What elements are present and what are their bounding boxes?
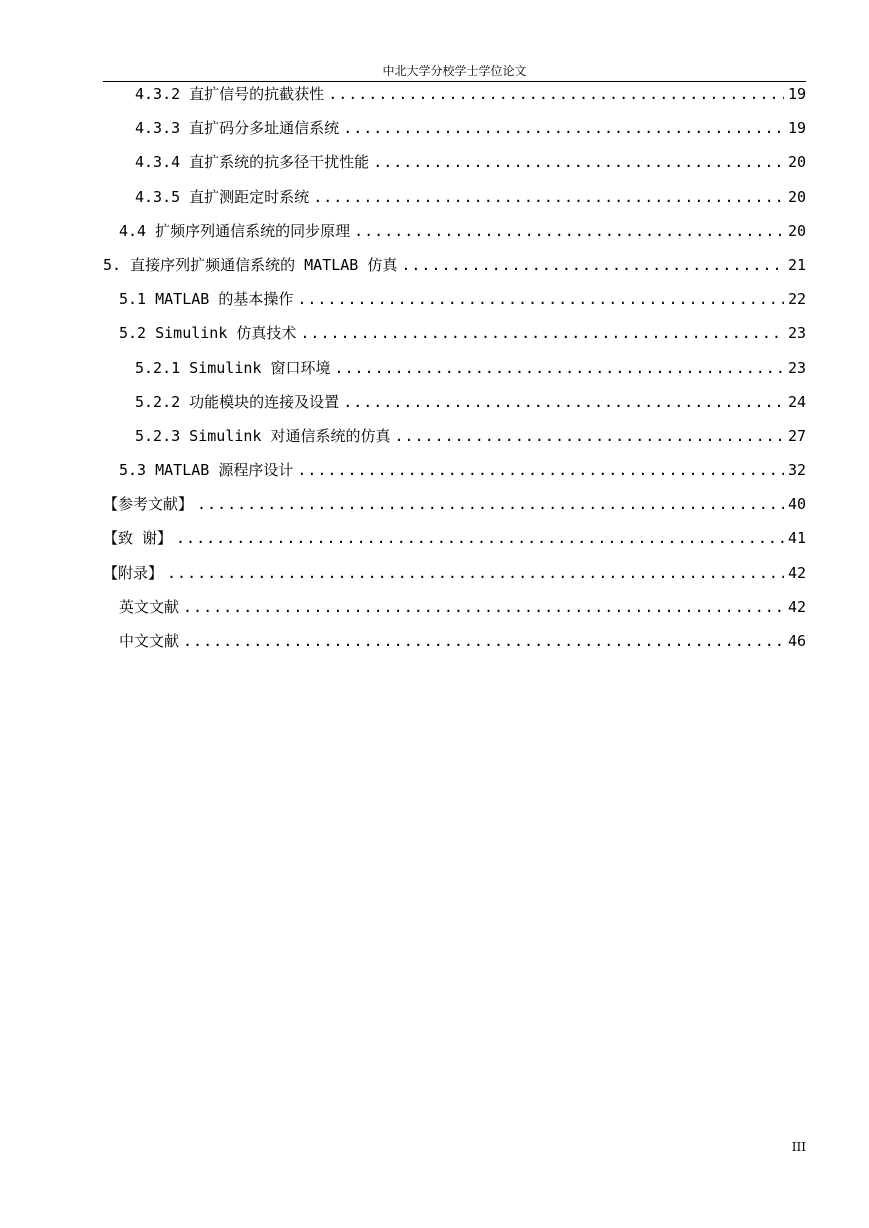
- toc-leader-dots: [176, 528, 784, 548]
- toc-leader-dots: [300, 323, 784, 343]
- toc-leader-dots: [394, 426, 783, 446]
- toc-entry-page: 27: [787, 426, 806, 445]
- toc-leader-dots: [373, 152, 784, 172]
- toc-entry[interactable]: [103, 255, 806, 289]
- toc-leader-dots: [297, 460, 784, 480]
- toc-entry-page: 41: [787, 529, 806, 548]
- table-of-contents: [103, 84, 806, 665]
- toc-leader-dots: [401, 255, 784, 275]
- toc-entry-title: 5.2.3 Simulink 对通信系统的仿真: [135, 426, 391, 445]
- page-number: III: [791, 1140, 806, 1154]
- toc-entry[interactable]: [103, 494, 806, 528]
- toc-entry-title: 4.3.4 直扩系统的抗多径干扰性能: [135, 153, 370, 172]
- toc-entry-page: 42: [787, 563, 806, 582]
- toc-entry-page: 40: [787, 495, 806, 514]
- toc-entry-title: 【致 谢】: [103, 529, 173, 548]
- toc-entry-page: 22: [787, 290, 806, 309]
- toc-entry[interactable]: [103, 289, 806, 323]
- toc-entry[interactable]: [103, 358, 806, 392]
- toc-leader-dots: [343, 118, 784, 138]
- toc-entry[interactable]: [103, 563, 806, 597]
- toc-entry-title: 英文文献: [119, 597, 180, 616]
- toc-entry[interactable]: [103, 187, 806, 221]
- toc-entry-title: 4.3.5 直扩测距定时系统: [135, 187, 310, 206]
- toc-entry-title: 4.4 扩频序列通信系统的同步原理: [119, 221, 351, 240]
- toc-entry[interactable]: [103, 221, 806, 255]
- toc-leader-dots: [183, 597, 784, 617]
- running-header: 中北大学分校学士学位论文: [382, 64, 527, 78]
- toc-entry-page: 32: [787, 461, 806, 480]
- toc-entry-title: 5.2 Simulink 仿真技术: [119, 324, 297, 343]
- toc-entry-page: 19: [787, 119, 806, 138]
- toc-entry-page: 19: [787, 85, 806, 103]
- toc-entry[interactable]: [103, 631, 806, 665]
- toc-entry-page: 23: [787, 324, 806, 343]
- toc-leader-dots: [313, 187, 784, 207]
- toc-entry-page: 20: [787, 187, 806, 206]
- toc-entry-title: 【附录】: [103, 563, 164, 582]
- toc-entry-page: 23: [787, 358, 806, 377]
- toc-entry[interactable]: [103, 460, 806, 494]
- toc-entry-page: 20: [787, 153, 806, 172]
- toc-entry-page: 21: [787, 255, 806, 274]
- toc-entry-title: 5.2.1 Simulink 窗口环境: [135, 358, 331, 377]
- toc-entry[interactable]: [103, 84, 806, 118]
- toc-entry-title: 5.2.2 功能模块的连接及设置: [135, 392, 340, 411]
- toc-entry[interactable]: [103, 597, 806, 631]
- toc-entry[interactable]: [103, 118, 806, 152]
- toc-entry[interactable]: [103, 426, 806, 460]
- toc-entry[interactable]: [103, 392, 806, 426]
- toc-entry-title: 5.1 MATLAB 的基本操作: [119, 290, 294, 309]
- toc-leader-dots: [328, 84, 784, 104]
- toc-entry[interactable]: [103, 528, 806, 562]
- toc-leader-dots: [197, 494, 784, 514]
- toc-entry-title: 【参考文献】: [103, 495, 194, 514]
- header-rule: [103, 81, 806, 82]
- toc-leader-dots: [354, 221, 784, 241]
- toc-leader-dots: [183, 631, 784, 651]
- toc-entry-page: 42: [787, 597, 806, 616]
- toc-entry-title: 4.3.2 直扩信号的抗截获性: [135, 85, 325, 103]
- toc-entry[interactable]: [103, 152, 806, 186]
- toc-entry-title: 5.3 MATLAB 源程序设计: [119, 461, 294, 480]
- toc-leader-dots: [343, 392, 784, 412]
- toc-entry-title: 中文文献: [119, 632, 180, 650]
- toc-leader-dots: [334, 358, 783, 378]
- toc-entry[interactable]: [103, 323, 806, 357]
- toc-entry-page: 46: [787, 632, 806, 650]
- toc-leader-dots: [297, 289, 784, 309]
- toc-entry-title: 5. 直接序列扩频通信系统的 MATLAB 仿真: [103, 255, 398, 274]
- toc-leader-dots: [167, 563, 784, 583]
- toc-entry-page: 20: [787, 221, 806, 240]
- toc-entry-page: 24: [787, 392, 806, 411]
- toc-entry-title: 4.3.3 直扩码分多址通信系统: [135, 119, 340, 138]
